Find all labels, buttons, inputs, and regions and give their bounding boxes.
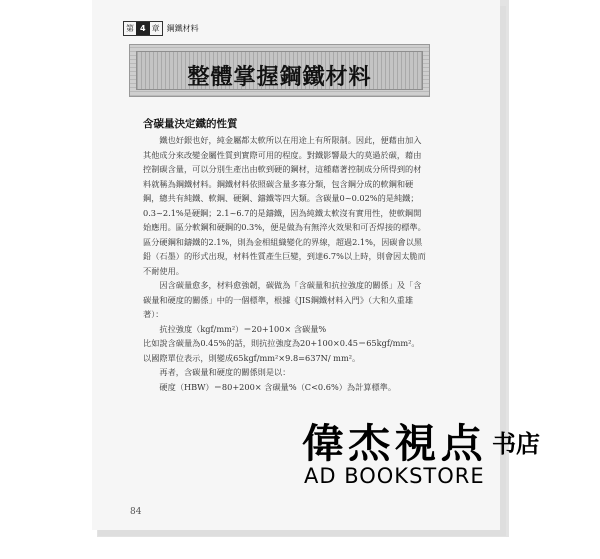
paragraph-3: 再者，含碳量和硬度的關係則是以： [159, 367, 291, 377]
watermark-english: AD BOOKSTORE [304, 464, 485, 488]
watermark-store: 书店 [492, 429, 540, 458]
bookstore-watermark [292, 412, 582, 502]
title-banner-inner [136, 51, 423, 90]
paragraph-1: 鐵也好銀也好，純金屬都太軟所以在用途上有所限制。因此，便藉由加入其他成分來改變金屬性質到實際可用的程度。對鐵影響最大的莫過於碳，藉由控制碳含量，可以分別生產出由軟到硬的鋼材，這種藉著控制成分所得到的材料就稱為鋼鐵材料。鋼鐵材料依照碳含量多寡分類，包含鋼分成的軟鋼和硬鋼，總共有純鐵、軟鋼、硬鋼、鑄鐵等四大類。含碳量0~0.02%的是純鐵；0.3~2.1%是硬鋼；2.1~6.7的是鑄鐵，因為純鐵太軟沒有實用性，使軟鋼開始應用。區分軟鋼和硬鋼的0.3%，便是做為有無淬火效果和可否焊接的標準。區分硬鋼和鑄鐵的2.1%，則為金相組織變化的界線，超過2.1%，因碳會以黑鉛（石墨）的形式出現，材料性質產生巨變，到達6.7%以上時，則會因太脆而不耐使用。 [143, 135, 426, 276]
title-banner [129, 44, 430, 97]
chapter-number: 4 [136, 22, 150, 35]
chapter-suffix: 章 [151, 24, 160, 33]
chapter-prefix: 第 [126, 24, 134, 33]
chapter-box [123, 21, 163, 36]
chapter-label: 鋼鐵材料 [166, 24, 199, 33]
page-title: 整體掌握鋼鐵材料 [187, 65, 372, 90]
chapter-tag [123, 21, 199, 36]
body-text [143, 133, 426, 394]
paragraph-2: 因含碳量愈多，材料愈強韌，碳做為「含碳量和抗拉強度的關係」及「含碳量和硬度的關係」中的一個標準，根據《JIS鋼鐵材料入門》（大和久重雄著）： [143, 280, 422, 319]
page-number: 84 [130, 507, 142, 517]
example-text: 比如說含碳量為0.45%的話，則抗拉強度為20+100×0.45＝65kgf/mm²。以國際單位表示，則變成65kgf/mm²×9.8=637N/ mm²。 [143, 338, 420, 363]
formula-hardness: 硬度（HBW）＝80+200× 含碳量%（C<0.6%）為計算標準。 [159, 381, 397, 392]
watermark-brand: 偉杰視点 [302, 421, 487, 467]
section-heading: 含碳量決定鐵的性質 [143, 118, 238, 130]
formula-tensile: 抗拉強度（kgf/mm²）＝20+100× 含碳量% [159, 323, 327, 334]
